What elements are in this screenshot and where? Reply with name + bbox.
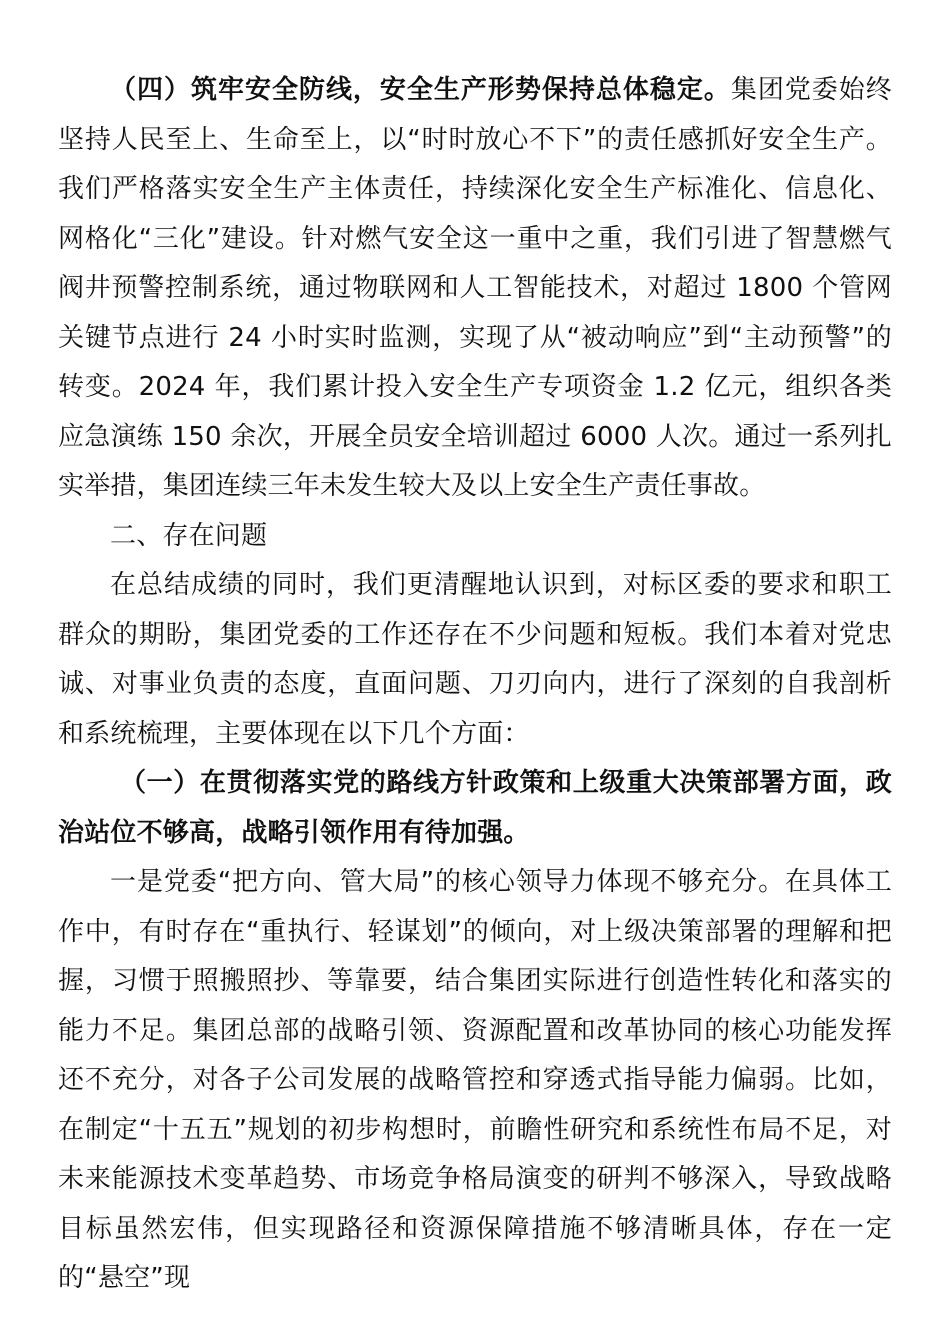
problem-1-title: （一）在贯彻落实党的路线方针政策和上级重大决策部署方面，政治站位不够高，战略引领作用有待加强。 <box>58 768 892 848</box>
paragraph-intro-problems: 在总结成绩的同时，我们更清醒地认识到，对标区委的要求和职工群众的期盼，集团党委的工作还存在不少问题和短板。我们本着对党忠诚、对事业负责的态度，直面问题、刀刃向内，进行了深刻的自我剖析和系统梳理，主要体现在以下几个方面： <box>58 570 892 749</box>
document-body <box>58 66 892 1304</box>
section-4-lead: （四）筑牢安全防线，安全生产形势保持总体稳定。 <box>110 75 731 105</box>
paragraph-section-4 <box>58 66 892 512</box>
paragraph-problem-1-detail: 一是党委“把方向、管大局”的核心领导力体现不够充分。在具体工作中，有时存在“重执行、轻谋划”的倾向，对上级决策部署的理解和把握，习惯于照搬照抄、等靠要，结合集团实际进行创造性转化和落实的能力不足。集团总部的战略引领、资源配置和改革协同的核心功能发挥还不充分，对各子公司发展的战略管控和穿透式指导能力偏弱。比如，在制定“十五五”规划的初步构想时，前瞻性研究和系统性布局不足，对未来能源技术变革趋势、市场竞争格局演变的研判不够深入，导致战略目标虽然宏伟，但实现路径和资源保障措施不够清晰具体，存在一定的“悬空”现 <box>58 867 892 1293</box>
heading-problems: 二、存在问题 <box>110 520 268 551</box>
section-4-body: 集团党委始终坚持人民至上、生命至上，以“时时放心不下”的责任感抓好安全生产。我们严格落实安全生产主体责任，持续深化安全生产标准化、信息化、网格化“三化”建设。针对燃气安全这一重中之重，我们引进了智慧燃气阀井预警控制系统，通过物联网和人工智能技术，对超过 1800 个管网关键节点进行 24 小时实时监测，实现了从“被动响应”到“主动预警”的转变。2024 年，我们累计投入安全生产专项资金 1.2 亿元，组织各类应急演练 150 余次，开展全员安全培训超过 6000 人次。通过一系列扎实举措，集团连续三年未发生较大及以上安全生产责任事故。 <box>58 75 892 501</box>
